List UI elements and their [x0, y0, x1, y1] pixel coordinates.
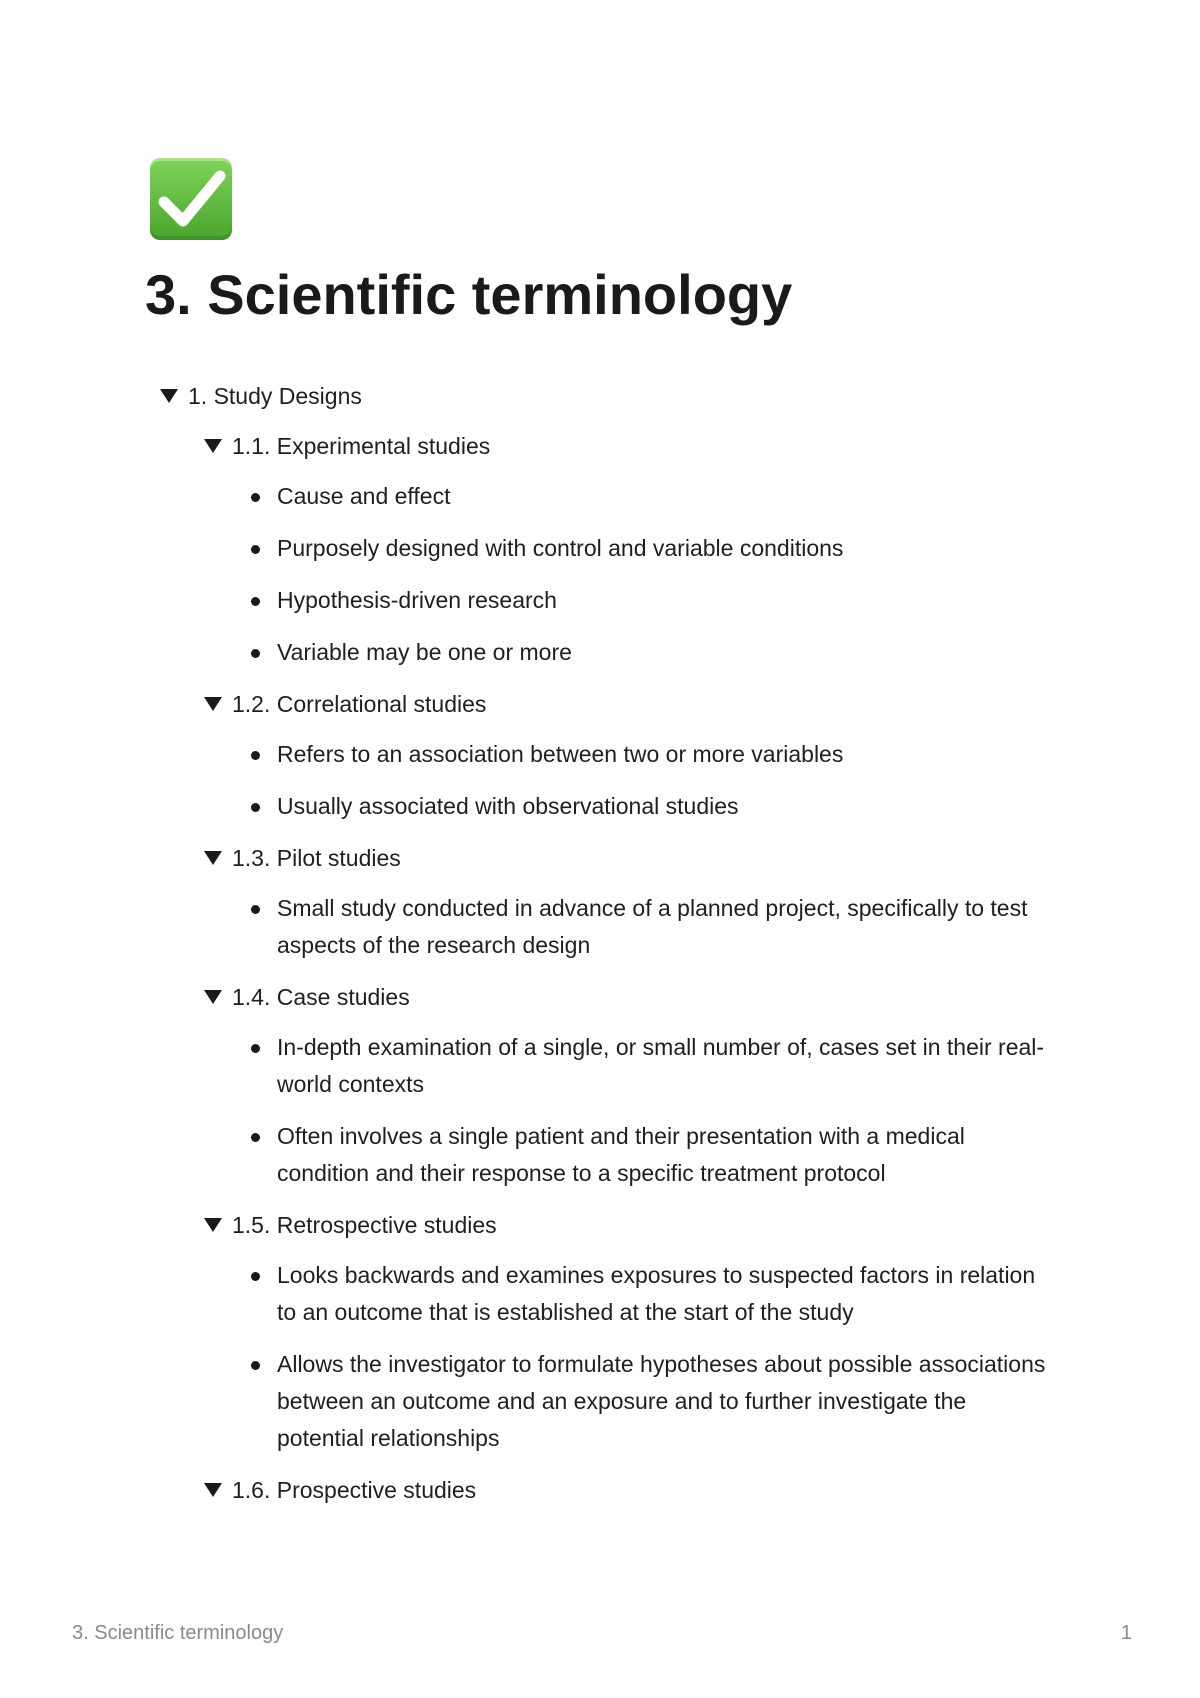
triangle-down-icon[interactable] [204, 697, 222, 711]
list-item: Often involves a single patient and their presentation with a medical condition and their response to a specific treatment protocol [248, 1118, 1052, 1192]
bullet-dot-icon [251, 597, 260, 606]
bullet-dot-icon [251, 1361, 260, 1370]
bullet-dot-icon [251, 803, 260, 812]
list-item: Cause and effect [248, 478, 1052, 515]
triangle-down-icon[interactable] [204, 1483, 222, 1497]
footer-title: 3. Scientific terminology [72, 1622, 284, 1644]
bullet-list [160, 1029, 1060, 1192]
bullet-list [160, 736, 1060, 825]
toggle-label: 1. Study Designs [188, 383, 362, 409]
triangle-down-icon[interactable] [204, 1218, 222, 1232]
toggle-label: 1.6. Prospective studies [232, 1477, 477, 1503]
toggle-label: 1.5. Retrospective studies [232, 1212, 497, 1238]
toggle-label: 1.2. Correlational studies [232, 691, 487, 717]
list-item: Variable may be one or more [248, 634, 1052, 671]
triangle-down-icon[interactable] [204, 439, 222, 453]
triangle-down-icon[interactable] [204, 851, 222, 865]
triangle-down-icon[interactable] [204, 990, 222, 1004]
bullet-dot-icon [251, 493, 260, 502]
list-item: Looks backwards and examines exposures to suspected factors in relation to an outcome that is established at the start of the study [248, 1257, 1052, 1331]
toggle-case-studies[interactable] [204, 979, 1060, 1015]
toggle-label: 1.3. Pilot studies [232, 845, 401, 871]
toggle-label: 1.1. Experimental studies [232, 433, 491, 459]
bullet-dot-icon [251, 1272, 260, 1281]
list-item: Allows the investigator to formulate hypotheses about possible associations between an outcome and an exposure and to further investigate the potential relationships [248, 1346, 1052, 1457]
footer-page-number: 1 [1120, 1622, 1132, 1644]
bullet-dot-icon [251, 751, 260, 760]
bullet-list [160, 1257, 1060, 1457]
list-item: Small study conducted in advance of a planned project, specifically to test aspects of the research design [248, 890, 1052, 964]
page-title: 3. Scientific terminology [145, 263, 793, 326]
bullet-dot-icon [251, 1133, 260, 1142]
list-item: Hypothesis-driven research [248, 582, 1052, 619]
bullet-dot-icon [251, 545, 260, 554]
bullet-list [160, 890, 1060, 964]
toggle-prospective-studies[interactable] [204, 1472, 1060, 1508]
list-item: Usually associated with observational studies [248, 788, 1052, 825]
toggle-experimental-studies[interactable] [204, 428, 1060, 464]
bullet-dot-icon [251, 649, 260, 658]
list-item: In-depth examination of a single, or small number of, cases set in their real-world contexts [248, 1029, 1052, 1103]
bullet-dot-icon [251, 1044, 260, 1053]
outline [160, 378, 1060, 1522]
check-mark-button-icon [150, 158, 232, 240]
triangle-down-icon[interactable] [160, 389, 178, 403]
list-item: Purposely designed with control and variable conditions [248, 530, 1052, 567]
toggle-study-designs[interactable] [160, 378, 1060, 414]
toggle-retrospective-studies[interactable] [204, 1207, 1060, 1243]
toggle-correlational-studies[interactable] [204, 686, 1060, 722]
bullet-list [160, 478, 1060, 671]
toggle-label: 1.4. Case studies [232, 984, 410, 1010]
bullet-dot-icon [251, 905, 260, 914]
toggle-pilot-studies[interactable] [204, 840, 1060, 876]
list-item: Refers to an association between two or more variables [248, 736, 1052, 773]
